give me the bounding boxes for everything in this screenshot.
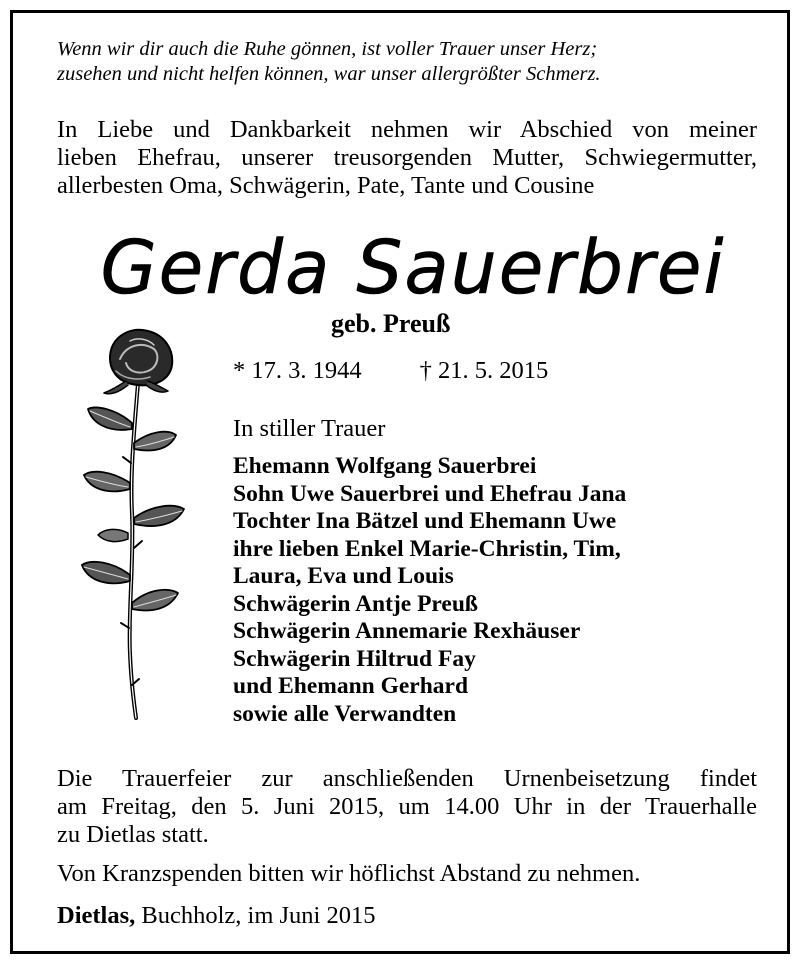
- mourner-line: Tochter Ina Bätzel und Ehemann Uwe: [233, 508, 617, 534]
- obituary-frame: [10, 10, 790, 954]
- intro-paragraph: [57, 116, 757, 200]
- mourner-line: Ehemann Wolfgang Sauerbrei: [233, 453, 537, 479]
- mourner-line: sowie alle Verwandten: [233, 700, 457, 727]
- mourner-line: Schwägerin Hiltrud Fay: [233, 645, 476, 672]
- intro-line: In Liebe und Dankbarkeit nehmen wir Abschied von meiner: [57, 116, 757, 143]
- maiden-name: geb. Preuß: [331, 309, 451, 338]
- mourner-line: ihre lieben Enkel Marie-Christin, Tim,: [233, 535, 621, 562]
- motto-verse: [57, 37, 757, 87]
- ceremony-line: Die Trauerfeier zur anschließenden Urnenbeisetzung findet: [57, 765, 757, 792]
- deceased-name-text: Gerda Sauerbrei: [100, 225, 726, 311]
- mourners-list: [233, 453, 626, 728]
- signoff: [57, 902, 375, 930]
- birth-date: * 17. 3. 1944: [233, 357, 362, 384]
- ceremony-line: zu Dietlas statt.: [57, 821, 209, 848]
- intro-line: lieben Ehefrau, unserer treusorgenden Mutter, Schwiegermutter,: [57, 144, 757, 171]
- life-dates: [233, 357, 548, 385]
- signoff-place: Dietlas,: [57, 902, 136, 929]
- mourner-line: und Ehemann Gerhard: [233, 673, 469, 699]
- deceased-name: [83, 223, 743, 313]
- obituary-content: [13, 13, 787, 951]
- mourner-line: Schwägerin Antje Preuß: [233, 590, 479, 617]
- mourner-line: Schwägerin Annemarie Rexhäuser: [233, 618, 581, 644]
- death-date: † 21. 5. 2015: [419, 357, 549, 384]
- rose-icon: [68, 313, 198, 723]
- ceremony-line: am Freitag, den 5. Juni 2015, um 14.00 Uhr in der Trauerhalle: [57, 793, 757, 820]
- intro-line: allerbesten Oma, Schwägerin, Pate, Tante und Cousine: [57, 172, 595, 199]
- mourner-line: Sohn Uwe Sauerbrei und Ehefrau Jana: [233, 480, 627, 507]
- ceremony-paragraph: [57, 765, 757, 849]
- mourning-label: In stiller Trauer: [233, 415, 386, 442]
- motto-line: zusehen und nicht helfen können, war unser allergrößter Schmerz.: [57, 63, 601, 85]
- motto-line: Wenn wir dir auch die Ruhe gönnen, ist voller Trauer unser Herz;: [57, 38, 598, 60]
- wreath-note: Von Kranzspenden bitten wir höflichst Abstand zu nehmen.: [57, 860, 641, 887]
- signoff-rest: Buchholz, im Juni 2015: [135, 902, 376, 929]
- mourner-line: Laura, Eva und Louis: [233, 563, 454, 589]
